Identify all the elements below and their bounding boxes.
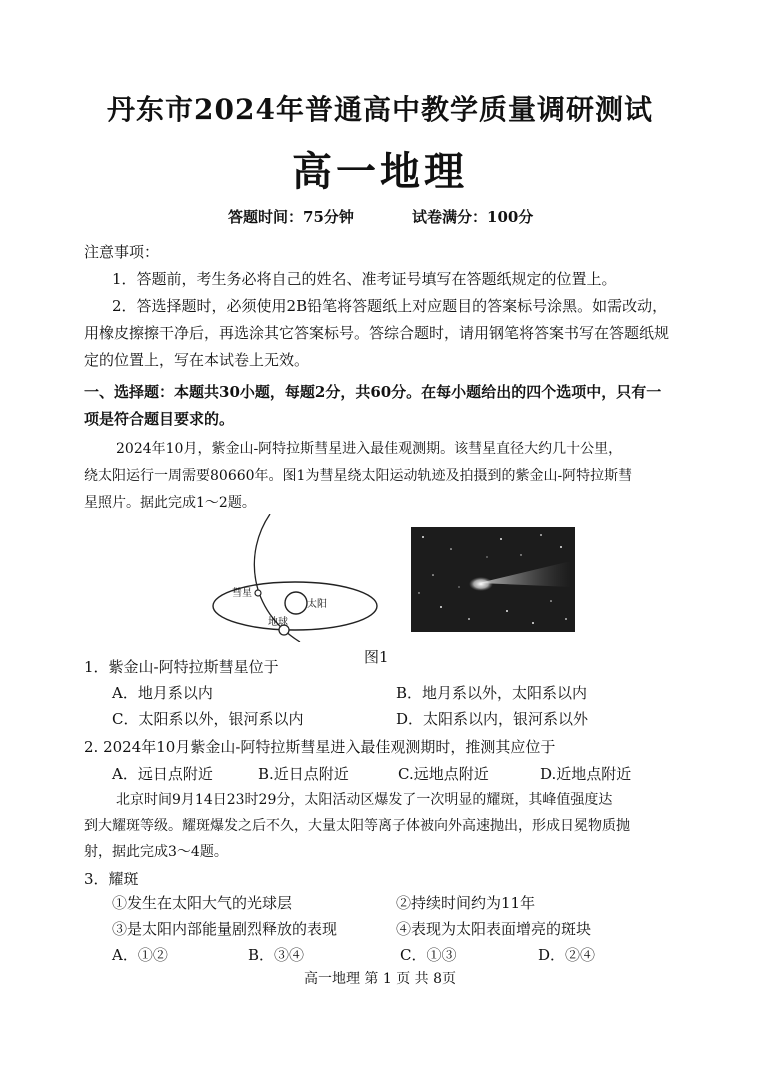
comet-marker [255,590,261,596]
q1-option-b: B．地月系以外，太阳系以内 [396,684,588,702]
q3-statement-1: ①发生在太阳大气的光球层 [112,894,293,912]
passage2-line3: 射，据此完成3～4题。 [84,844,228,860]
q3-statement-2: ②持续时间约为11年 [396,894,536,912]
comet-photo [411,527,575,632]
sun-circle [285,592,307,614]
q3-option-b: B．③④ [248,946,305,964]
section1-heading-line1: 一、选择题：本题共30小题，每题2分，共60分。在每小题给出的四个选项中，只有一 [84,383,662,401]
figure-caption: 图1 [364,648,389,666]
sun-label: 太阳 [307,599,327,610]
full-score: 试卷满分：100分 [412,208,534,226]
q1-option-a: A．地月系以内 [112,684,213,702]
earth-label: 地球 [268,617,288,628]
answer-time: 答题时间：75分钟 [228,208,354,226]
q1-stem: 1．紫金山-阿特拉斯彗星位于 [84,658,279,676]
passage2-line1: 北京时间9月14日23时29分，太阳活动区爆发了一次明显的耀斑，其峰值强度达 [116,792,613,808]
q1-option-c: C．太阳系以外，银河系以内 [112,710,304,728]
notice-line-1: 1．答题前，考生务必将自己的姓名、准考证号填写在答题纸规定的位置上。 [112,270,617,288]
q1-option-d: D．太阳系以内，银河系以外 [396,710,589,728]
exam-title: 丹东市2024年普通高中教学质量调研测试 [107,93,653,126]
comet-orbit-diagram [208,514,378,642]
passage1-line2: 绕太阳运行一周需要80660年。图1为彗星绕太阳运动轨迹及拍摄到的紫金山-阿特拉斯彗 [84,468,633,484]
passage1-line1: 2024年10月，紫金山-阿特拉斯彗星进入最佳观测期。该彗星直径大约几十公里， [116,441,623,457]
section1-heading-line2: 项是符合题目要求的。 [84,410,235,428]
q3-option-c: C．①③ [400,946,457,964]
notice-line-2a: 2．答选择题时，必须使用2B铅笔将答题纸上对应题目的答案标号涂黑。如需改动， [112,297,668,315]
notice-line-2c: 定的位置上，写在本试卷上无效。 [84,351,310,369]
page-footer: 高一地理 第 1 页 共 8页 [303,971,457,987]
comet-head [469,577,493,591]
notice-label: 注意事项： [84,243,160,261]
q2-option-b: B.近日点附近 [258,765,349,783]
q2-option-d: D.近地点附近 [540,765,632,783]
q3-stem: 3．耀斑 [84,870,139,888]
comet-label: 彗星 [232,588,252,599]
q2-option-a: A．远日点附近 [112,765,213,783]
subject-title: 高一地理 [292,149,468,195]
passage2-line2: 到大耀斑等级。耀斑爆发之后不久，大量太阳等离子体被向外高速抛出，形成日冕物质抛 [84,818,630,834]
q2-option-c: C.远地点附近 [398,765,489,783]
notice-line-2b: 用橡皮擦擦干净后，再选涂其它答案标号。答综合题时，请用钢笔将答案书写在答题纸规 [84,324,670,342]
q3-option-d: D．②④ [538,946,596,964]
q3-statement-4: ④表现为太阳表面增亮的斑块 [396,920,592,938]
q3-statement-3: ③是太阳内部能量剧烈释放的表现 [112,920,338,938]
q2-stem: 2. 2024年10月紫金山-阿特拉斯彗星进入最佳观测期时，推测其应位于 [84,738,556,756]
q3-option-a: A．①② [112,946,168,964]
passage1-line3: 星照片。据此完成1～2题。 [84,495,256,511]
